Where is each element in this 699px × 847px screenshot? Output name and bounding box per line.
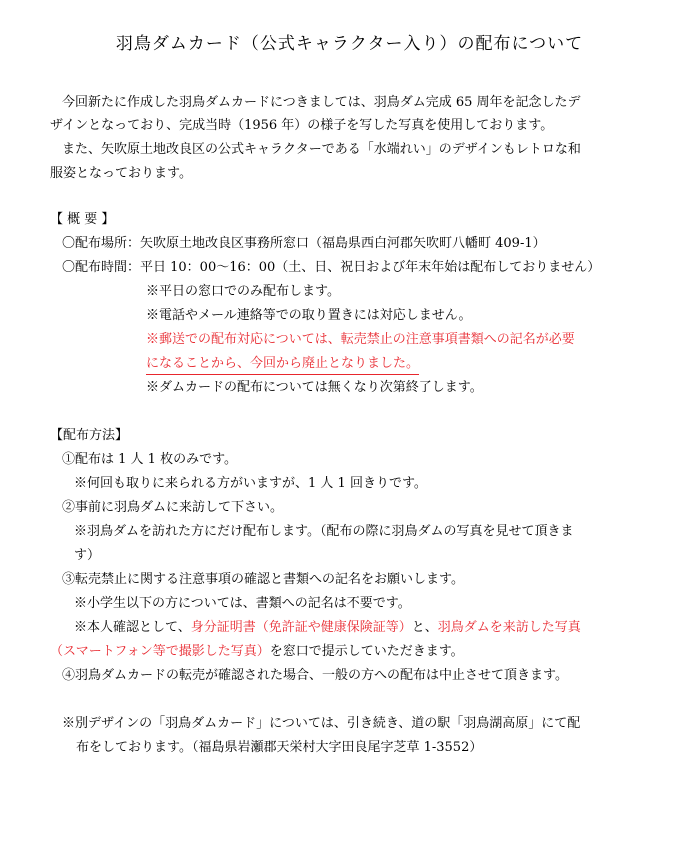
method-item-3: ③転売禁止に関する注意事項の確認と書類への記名をお願いします。	[62, 572, 464, 587]
method-item-2: ②事前に羽鳥ダムに来訪して下さい。	[62, 500, 284, 515]
overview-note-1: ※平日の窓口でのみ配布します。	[146, 284, 340, 299]
intro-line-2: ザインとなっており、完成当時（1956 年）の様子を写した写真を使用しております。	[50, 118, 554, 133]
method-item-1: ①配布は 1 人 1 枚のみです。	[62, 452, 238, 467]
method-item-2-note-line-2: す）	[74, 548, 101, 563]
footer-line-2: 布をしております。（福島県岩瀬郡天栄村大字田良尾字芝草 1-3552）	[76, 740, 483, 755]
overview-place: 〇配布場所：矢吹原土地改良区事務所窓口（福島県西白河郡矢吹町八幡町 409-1）	[62, 236, 546, 251]
intro-line-1: 今回新たに作成した羽鳥ダムカードにつきましては、羽鳥ダム完成 65 周年を記念したデ	[62, 95, 581, 110]
id-check-prefix: ※本人確認として、	[74, 620, 191, 635]
visit-photo-emphasis: 羽鳥ダムを来訪した写真	[437, 620, 581, 635]
footer-line-1: ※別デザインの「羽鳥ダムカード」については、引き続き、道の駅「羽鳥湖高原」にて配	[62, 716, 581, 731]
overview-note-2: ※電話やメール連絡等での取り置きには対応しません。	[146, 308, 472, 323]
overview-note-4: ※ダムカードの配布については無くなり次第終了します。	[146, 380, 483, 395]
smartphone-photo-emphasis: （スマートフォン等で撮影した写真）	[50, 644, 270, 659]
intro-line-3: また、矢吹原土地改良区の公式キャラクターである「水端れい」のデザインもレトロな和	[62, 142, 581, 157]
id-check-conjunction: と、	[411, 620, 438, 635]
intro-line-4: 服姿となっております。	[50, 166, 192, 181]
method-item-3-note-2-line-1	[74, 616, 581, 640]
overview-heading: 【 概 要 】	[50, 212, 115, 227]
method-heading: 【配布方法】	[50, 428, 129, 443]
overview-note-3-underlined: になることから、今回から廃止となりました。	[146, 356, 419, 375]
method-item-2-note-line-1: ※羽鳥ダムを訪れた方にだけ配布します。（配布の際に羽鳥ダムの写真を見せて頂きま	[74, 524, 574, 539]
overview-hours: 〇配布時間：平日 10：00〜16：00（土、日、祝日および年末年始は配布しておりません）	[62, 260, 601, 275]
overview-note-3-line-2	[146, 352, 419, 376]
overview-note-3-line-1: ※郵送での配布対応については、転売禁止の注意事項書類への記名が必要	[146, 332, 575, 347]
method-item-1-note: ※何回も取りに来られる方がいますが、1 人 1 回きりです。	[74, 476, 427, 491]
present-at-window-text: を窓口で提示していただきます。	[269, 644, 464, 659]
document-title: 羽鳥ダムカード（公式キャラクター入り）の配布について	[115, 34, 584, 54]
method-item-3-note-1: ※小学生以下の方については、書類への記名は不要です。	[74, 596, 411, 611]
method-item-4: ④羽鳥ダムカードの転売が確認された場合、一般の方への配布は中止させて頂きます。	[62, 668, 568, 683]
method-item-3-note-2-line-2	[50, 640, 464, 664]
id-document-emphasis: 身分証明書（免許証や健康保険証等）	[190, 620, 412, 635]
